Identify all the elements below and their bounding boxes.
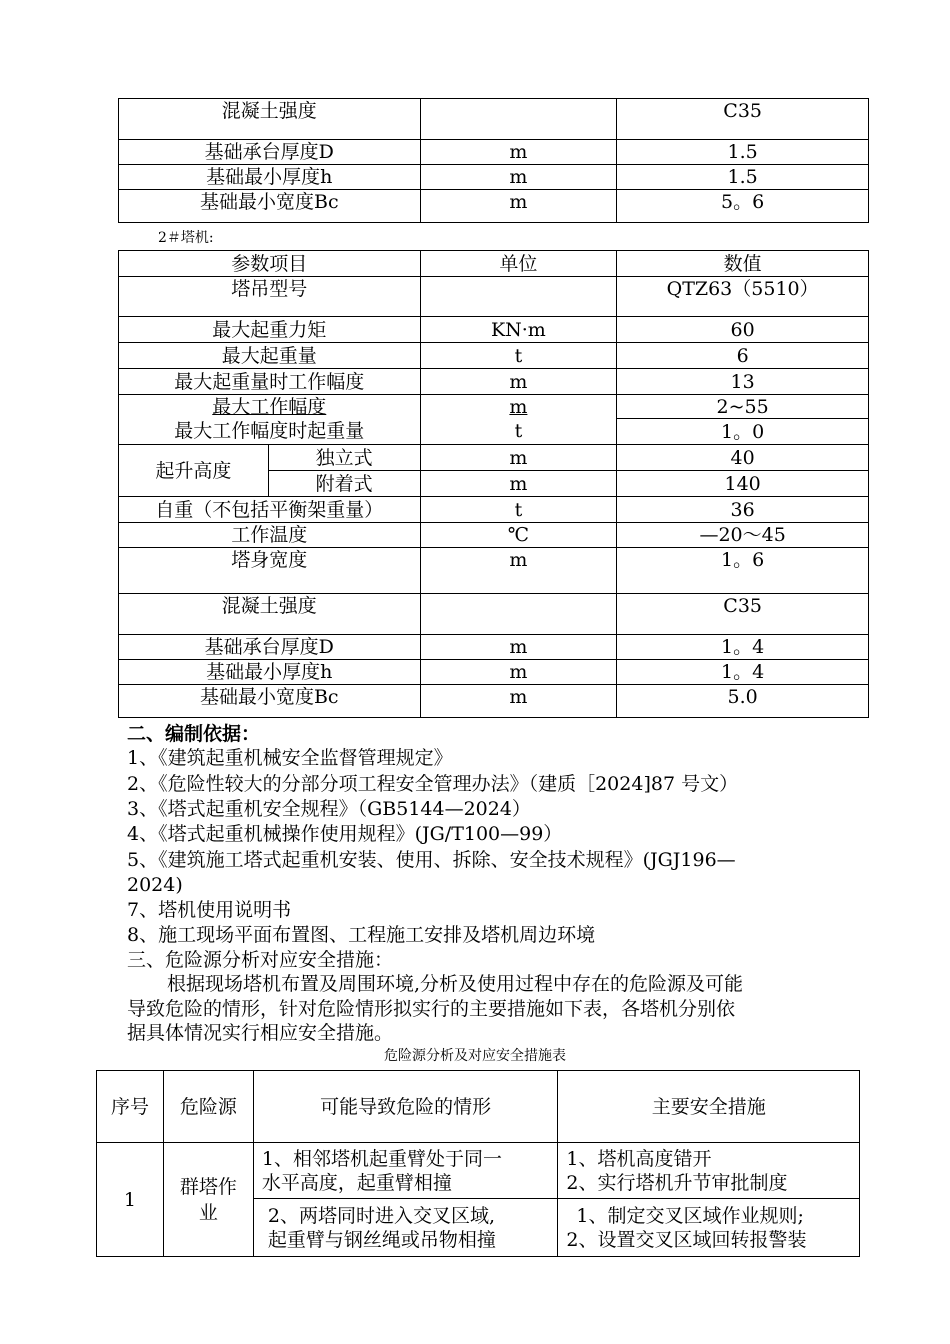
measures-cell: [558, 1199, 860, 1257]
table-row: [119, 685, 869, 718]
header-situation: 可能导致危险的情形: [253, 1071, 558, 1143]
crane2-label: 2＃塔机:: [158, 230, 214, 246]
param-cell: 自重（不包括平衡架重量）: [119, 497, 421, 523]
table-row: [119, 190, 869, 223]
table-row: [119, 445, 869, 471]
param-cell: 基础承台厚度D: [119, 635, 421, 660]
situation-line: 2、两塔同时进入交叉区域,: [267, 1204, 495, 1227]
param-cell: 最大起重力矩: [119, 317, 421, 343]
value-cell: 2~55: [617, 395, 869, 419]
section3-heading: 三、危险源分析对应安全措施：: [127, 949, 394, 971]
table3-caption: 危险源分析及对应安全措施表: [384, 1048, 566, 1064]
table-row: [119, 165, 869, 190]
situation-line: 1、相邻塔机起重臂处于同一: [261, 1147, 502, 1170]
table-row: [119, 497, 869, 523]
table-row: [119, 99, 869, 140]
section3-para-line: 根据现场塔机布置及周围环境,分析及使用过程中存在的危险源及可能: [167, 973, 744, 995]
value-cell: 5.0: [617, 685, 869, 718]
unit-cell: m: [420, 635, 617, 660]
value-cell: 140: [617, 471, 869, 497]
table-row: [119, 660, 869, 685]
param-cell: 基础最小宽度Bc: [119, 190, 421, 223]
value-cell: 1。4: [617, 660, 869, 685]
value-cell: —20～45: [617, 523, 869, 548]
crane2-params-table: [118, 250, 869, 718]
value-cell: 5。6: [617, 190, 869, 223]
header-unit: 单位: [420, 251, 617, 277]
header-source: 危险源: [163, 1071, 253, 1143]
basis-item: 2024): [127, 874, 183, 896]
measure-line: 1、制定交叉区域作业规则;: [576, 1204, 804, 1227]
value-cell: 1。0: [617, 419, 869, 445]
value-cell: 1。6: [617, 548, 869, 594]
header-measures: 主要安全措施: [558, 1071, 860, 1143]
table-row: [119, 419, 869, 445]
param-cell: [119, 395, 421, 419]
measures-cell: [558, 1143, 860, 1199]
table-header-row: [97, 1071, 860, 1143]
basis-item: 7、塔机使用说明书: [127, 899, 292, 921]
unit-cell: m: [420, 140, 617, 165]
basis-item: 2、《危险性较大的分部分项工程安全管理办法》（建质［2024]87 号文）: [127, 773, 739, 795]
header-no: 序号: [97, 1071, 164, 1143]
param-cell: 最大工作幅度时起重量: [119, 419, 421, 445]
section3-para-line: 据具体情况实行相应安全措施。: [127, 1022, 394, 1044]
basis-item: 1、《建筑起重机械安全监督管理规定》: [127, 747, 453, 769]
max-radius-label: 最大工作幅度: [212, 395, 327, 418]
param-cell: 塔身宽度: [119, 548, 421, 594]
source-text: 群塔作业: [179, 1175, 237, 1224]
max-radius-unit: m: [509, 395, 528, 418]
value-cell: 13: [617, 369, 869, 395]
param-cell: 混凝土强度: [119, 594, 421, 635]
table-row: [119, 369, 869, 395]
table-row: [119, 523, 869, 548]
value-cell: 36: [617, 497, 869, 523]
lift-height-label: 起升高度: [119, 445, 269, 497]
unit-cell: ℃: [420, 523, 617, 548]
hazard-table: [96, 1070, 860, 1257]
unit-cell: m: [420, 445, 617, 471]
basis-item: 3、《塔式起重机安全规程》（GB5144—2024）: [127, 798, 531, 820]
unit-cell: [420, 395, 617, 419]
param-cell: 工作温度: [119, 523, 421, 548]
table-row: [119, 594, 869, 635]
row-no: 1: [97, 1143, 164, 1257]
unit-cell: m: [420, 471, 617, 497]
param-cell: 基础最小厚度h: [119, 165, 421, 190]
unit-cell: m: [420, 660, 617, 685]
section3-para-line: 导致危险的情形，针对危险情形拟实行的主要措施如下表，各塔机分别依: [127, 998, 736, 1020]
measure-line: 2、实行塔机升节审批制度: [566, 1171, 788, 1194]
table-row: [119, 395, 869, 419]
unit-cell: m: [420, 190, 617, 223]
table-row: [119, 343, 869, 369]
value-cell: 6: [617, 343, 869, 369]
crane1-params-table: [118, 98, 869, 223]
row-source: [163, 1143, 253, 1257]
value-cell: 1.5: [617, 165, 869, 190]
table-row: [119, 635, 869, 660]
unit-cell: t: [420, 419, 617, 445]
param-cell: 最大起重量时工作幅度: [119, 369, 421, 395]
basis-item: 4、《塔式起重机械操作使用规程》(JG/T100—99）: [127, 823, 563, 845]
param-cell: 塔吊型号: [119, 277, 421, 317]
param-cell: 附着式: [268, 471, 420, 497]
unit-cell: [420, 594, 617, 635]
table-row: [119, 317, 869, 343]
table-row: [119, 548, 869, 594]
param-cell: 独立式: [268, 445, 420, 471]
unit-cell: t: [420, 497, 617, 523]
basis-item: 8、施工现场平面布置图、工程施工安排及塔机周边环境: [127, 924, 596, 946]
header-param: 参数项目: [119, 251, 421, 277]
measure-line: 2、设置交叉区域回转报警装: [566, 1228, 807, 1251]
unit-cell: m: [420, 369, 617, 395]
param-cell: 基础最小宽度Bc: [119, 685, 421, 718]
value-cell: 1。4: [617, 635, 869, 660]
unit-cell: m: [420, 548, 617, 594]
value-cell: C35: [617, 594, 869, 635]
value-cell: C35: [617, 99, 869, 140]
situation-line: 水平高度，起重臂相撞: [261, 1171, 452, 1194]
basis-item: 5、《建筑施工塔式起重机安装、使用、拆除、安全技术规程》(JGJ196—: [127, 849, 736, 871]
unit-cell: [420, 277, 617, 317]
unit-cell: t: [420, 343, 617, 369]
table-row: [97, 1143, 860, 1199]
unit-cell: [420, 99, 617, 140]
situation-cell: [253, 1143, 558, 1199]
value-cell: 60: [617, 317, 869, 343]
situation-line: 起重臂与钢丝绳或吊物相撞: [267, 1228, 496, 1251]
value-cell: 40: [617, 445, 869, 471]
unit-cell: KN·m: [420, 317, 617, 343]
param-cell: 混凝土强度: [119, 99, 421, 140]
measure-line: 1、塔机高度错开: [566, 1147, 712, 1170]
param-cell: 基础最小厚度h: [119, 660, 421, 685]
table-header-row: [119, 251, 869, 277]
unit-cell: m: [420, 165, 617, 190]
section2-heading: 二、编制依据：: [127, 723, 261, 745]
unit-cell: m: [420, 685, 617, 718]
table-row: [119, 277, 869, 317]
value-cell: QTZ63（5510）: [617, 277, 869, 317]
value-cell: 1.5: [617, 140, 869, 165]
param-cell: 最大起重量: [119, 343, 421, 369]
table-row: [119, 140, 869, 165]
situation-cell: [253, 1199, 558, 1257]
header-value: 数值: [617, 251, 869, 277]
param-cell: 基础承台厚度D: [119, 140, 421, 165]
